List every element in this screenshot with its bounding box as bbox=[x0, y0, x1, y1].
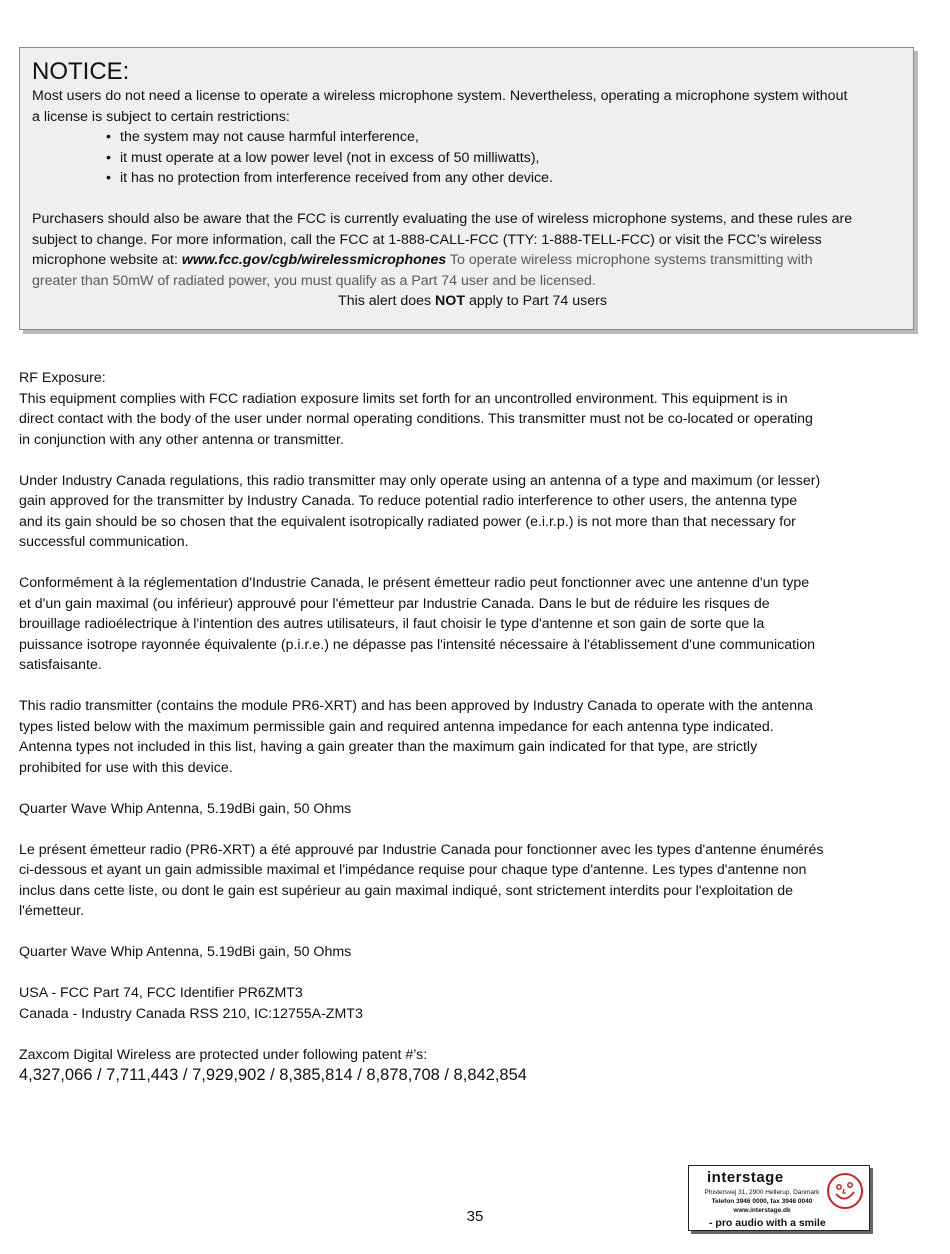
ic-english-line: successful communication. bbox=[19, 534, 189, 550]
fcc-website-link[interactable]: www.fcc.gov/cgb/wirelessmicrophones bbox=[181, 252, 447, 268]
rf-exposure-line: direct contact with the body of the user under normal operating conditions. This transmitter must not be co-located or operating bbox=[19, 411, 813, 427]
antenna-spec: Quarter Wave Whip Antenna, 5.19dBi gain, 50 Ohms bbox=[19, 944, 352, 960]
notice-website-prefix: microphone website at: bbox=[32, 252, 182, 268]
antenna-spec: Quarter Wave Whip Antenna, 5.19dBi gain, 50 Ohms bbox=[19, 800, 352, 817]
part74-alert: This alert does NOT apply to Part 74 users bbox=[338, 293, 607, 309]
notice-title: NOTICE: bbox=[32, 58, 130, 85]
ic-english-line: Under Industry Canada regulations, this radio transmitter may only operate using an antenna of a type and maximum (or lesser) bbox=[19, 472, 821, 489]
module-french-line: l'émetteur. bbox=[19, 903, 85, 919]
notice-paragraph-line: Purchasers should also be aware that the FCC is currently evaluating the use of wireless microphone systems, and these rules are bbox=[32, 211, 853, 227]
part74-note: To operate wireless microphone systems transmitting with bbox=[446, 252, 813, 268]
notice-paragraph-line: subject to change. For more information, call the FCC at 1-888-CALL-FCC (TTY: 1-888-TELL-FCC) or visit the FCC’s wireless bbox=[32, 231, 822, 248]
module-english-line: This radio transmitter (contains the module PR6-XRT) and has been approved by Industry Canada to operate with the antenna bbox=[19, 698, 813, 714]
rf-exposure-line: This equipment complies with FCC radiation exposure limits set forth for an uncontrolled environment. This equipment is in bbox=[19, 390, 788, 407]
patent-numbers: 4,327,066 / 7,711,443 / 7,929,902 / 8,385,814 / 8,878,708 / 8,842,854 bbox=[19, 1066, 527, 1084]
smiley-icon bbox=[826, 1172, 864, 1210]
ic-french-line: puissance isotrope rayonnée équivalente (p.i.r.e.) ne dépasse pas l'intensité nécessaire à l'établissement d'une communication bbox=[19, 636, 816, 653]
module-english-line: Antenna types not included in this list, having a gain greater than the maximum gain indicated for that type, are strictly bbox=[19, 739, 758, 755]
notice-intro-line: Most users do not need a license to operate a wireless microphone system. Nevertheless, operating a microphone system without bbox=[32, 88, 848, 104]
interstage-logo bbox=[688, 1165, 870, 1231]
restriction-item: • the system may not cause harmful interference, bbox=[120, 127, 913, 148]
ic-english-line: gain approved for the transmitter by Industry Canada. To reduce potential radio interference to other users, the antenna type bbox=[19, 493, 798, 509]
notice-intro-line: a license is subject to certain restrictions: bbox=[32, 108, 290, 125]
part74-note: greater than 50mW of radiated power, you must qualify as a Part 74 user and be licensed. bbox=[32, 272, 596, 289]
fcc-identifier: USA - FCC Part 74, FCC Identifier PR6ZMT3 bbox=[19, 985, 303, 1001]
logo-name: interstage bbox=[707, 1169, 784, 1186]
module-french-line: ci-dessous et ayant un gain admissible maximal et l'impédance requise pour chaque type d'antenne. Les types d'antenne non bbox=[19, 862, 807, 878]
logo-phone: Telefon 3946 0000, fax 3946 0040 bbox=[711, 1198, 813, 1205]
rf-exposure-line: in conjunction with any other antenna or transmitter. bbox=[19, 431, 344, 448]
restriction-item: • it must operate at a low power level (not in excess of 50 milliwatts), bbox=[120, 148, 913, 169]
notice-box bbox=[19, 47, 914, 330]
page-number: 35 bbox=[466, 1208, 484, 1225]
logo-tagline: - pro audio with a smile bbox=[709, 1217, 826, 1229]
module-french-line: inclus dans cette liste, ou dont le gain est supérieur au gain maximal indiqué, sont strictement interdits pour l'exploitation de bbox=[19, 882, 793, 899]
module-english-line: prohibited for use with this device. bbox=[19, 759, 233, 776]
ic-french-line: et d'un gain maximal (ou inférieur) approuvé pour l'émetteur par Industrie Canada. Dans le but de réduire les risques de bbox=[19, 595, 770, 612]
ic-english-line: and its gain should be so chosen that the equivalent isotropically radiated power (e.i.r.p.) is not more than that necessary for bbox=[19, 513, 796, 530]
restriction-item: • it has no protection from interference received from any other device. bbox=[120, 168, 913, 189]
patent-intro: Zaxcom Digital Wireless are protected under following patent #’s: bbox=[19, 1046, 428, 1063]
logo-web: www.interstage.dk bbox=[733, 1207, 791, 1214]
ic-identifier: Canada - Industry Canada RSS 210, IC:12755A-ZMT3 bbox=[19, 1005, 363, 1022]
notice-paragraph-line bbox=[32, 250, 913, 271]
module-english-line: types listed below with the maximum permissible gain and required antenna impedance for each antenna type indicated. bbox=[19, 718, 774, 735]
ic-french-line: Conformément à la réglementation d'Industrie Canada, le présent émetteur radio peut fonctionner avec une antenne d'un type bbox=[19, 575, 810, 591]
restrictions-list bbox=[32, 127, 913, 189]
ic-french-line: brouillage radioélectrique à l'intention des autres utilisateurs, il faut choisir le type d'antenne et son gain de sorte que la bbox=[19, 616, 765, 632]
module-french-line: Le présent émetteur radio (PR6-XRT) a été approuvé par Industrie Canada pour fonctionner avec les types d'antenne énumérés bbox=[19, 841, 824, 858]
logo-address: Phistersvej 31, 2900 Hellerup, Danmark bbox=[704, 1189, 820, 1196]
ic-french-line: satisfaisante. bbox=[19, 657, 102, 673]
rf-exposure-heading: RF Exposure: bbox=[19, 370, 106, 386]
main-content bbox=[19, 368, 909, 1086]
